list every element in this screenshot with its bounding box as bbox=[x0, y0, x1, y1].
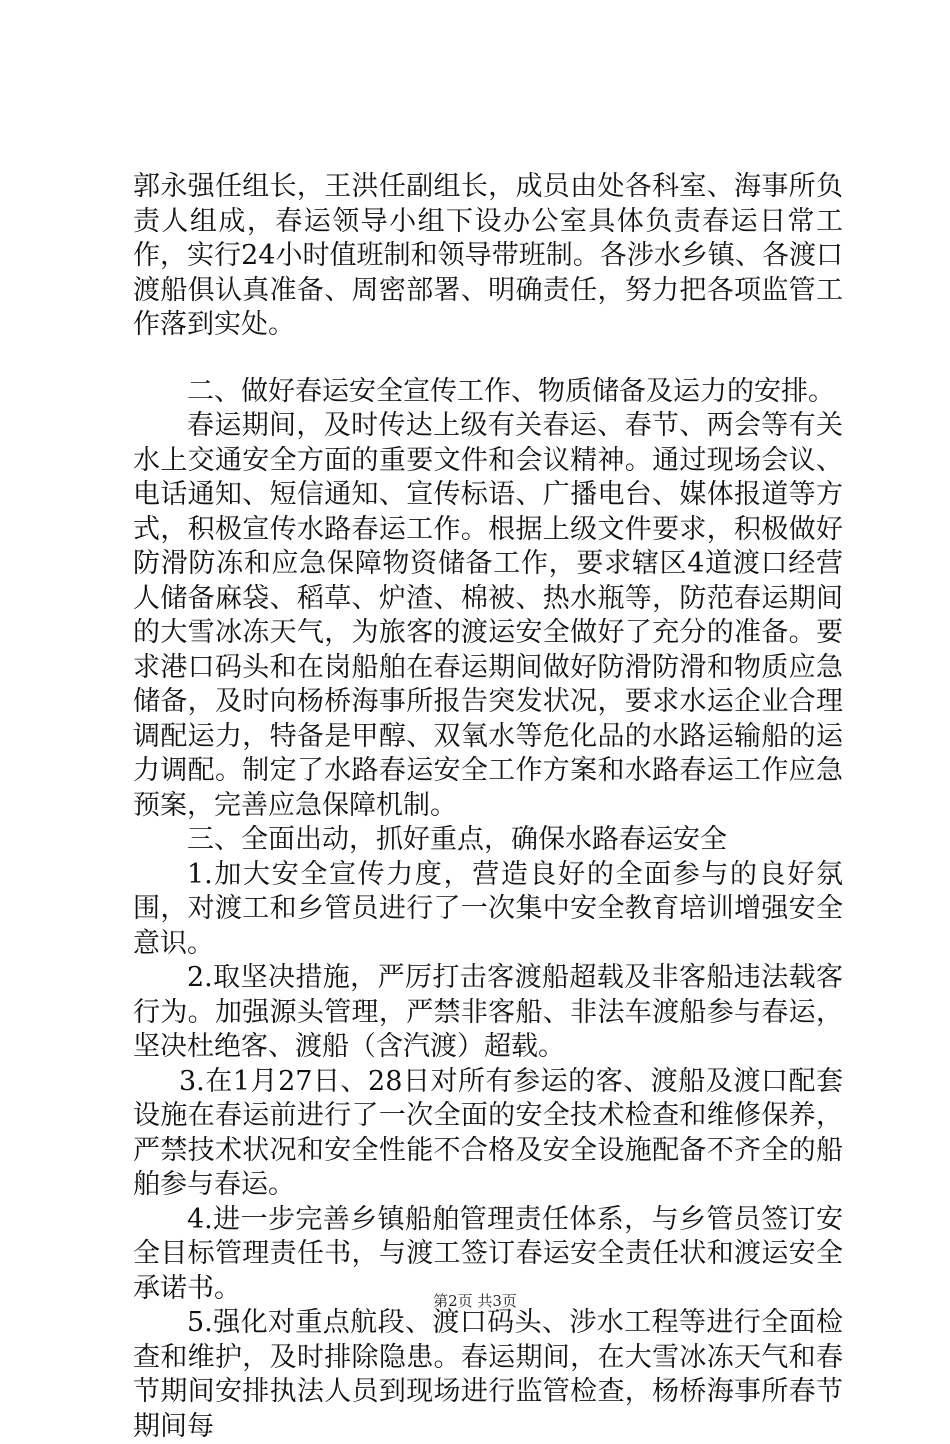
list-item-4: 4.进一步完善乡镇船舶管理责任体系，与乡管员签订安全目标管理责任书，与渡工签订春运安全责任状和渡运安全承诺书。 bbox=[133, 1203, 843, 1304]
list-item-2: 2.取坚决措施，严厉打击客渡船超载及非客船违法载客行为。加强源头管理，严禁非客船、非法车渡船参与春运，坚决杜绝客、渡船（含汽渡）超载。 bbox=[133, 962, 843, 1062]
paragraph-leading-staff: 郭永强任组长，王洪任副组长，成员由处各科室、海事所负责人组成，春运领导小组下设办公室具体负责春运日常工作，实行24小时值班制和领导带班制。各涉水乡镇、各渡口渡船俱认真准备、周密部署、明确责任，努力把各项监管工作落到实处。 bbox=[133, 171, 843, 340]
list-item-1: 1.加大安全宣传力度，营造良好的全面参与的良好氛围，对渡工和乡管员进行了一次集中安全教育培训增强安全意识。 bbox=[133, 858, 843, 959]
section-heading-2: 二、做好春运安全宣传工作、物质储备及运力的安排。 bbox=[187, 375, 835, 407]
list-item-5: 5.强化对重点航段、渡口码头、涉水工程等进行全面检查和维护，及时排除隐患。春运期间，在大雪冰冻天气和春节期间安排执法人员到现场进行监管检查，杨桥海事所春节期间每 bbox=[133, 1307, 843, 1442]
list-item-3: 3.在1月27日、28日对所有参运的客、渡船及渡口配套设施在春运前进行了一次全面的安全技术检查和维修保养，严禁技术状况和安全性能不合格及安全设施配备不齐全的船舶参与春运。 bbox=[133, 1065, 843, 1200]
section-heading-3: 三、全面出动，抓好重点，确保水路春运安全 bbox=[187, 824, 727, 855]
paragraph-publicity: 春运期间，及时传达上级有关春运、春节、两会等有关水上交通安全方面的重要文件和会议精神。通过现场会议、电话通知、短信通知、宣传标语、广播电台、媒体报道等方式，积极宣传水路春运工作。根据上级文件要求，积极做好防滑防冻和应急保障物资储备工作，要求辖区4道渡口经营人储备麻袋、稻草、炉渣、棉被、热水瓶等，防范春运期间的大雪冰冻天气，为旅客的渡运安全做好了充分的准备。要求港口码头和在岗船舶在春运期间做好防滑防滑和物质应急储备，及时向杨桥海事所报告突发状况，要求水运企业合理调配运力，特备是甲醇、双氧水等危化品的水路运输船的运力调配。制定了水路春运安全工作方案和水路春运工作应急预案，完善应急保障机制。 bbox=[133, 410, 843, 821]
page-number-footer: 第2页 共3页 bbox=[433, 1292, 517, 1310]
document-body bbox=[133, 170, 843, 1444]
